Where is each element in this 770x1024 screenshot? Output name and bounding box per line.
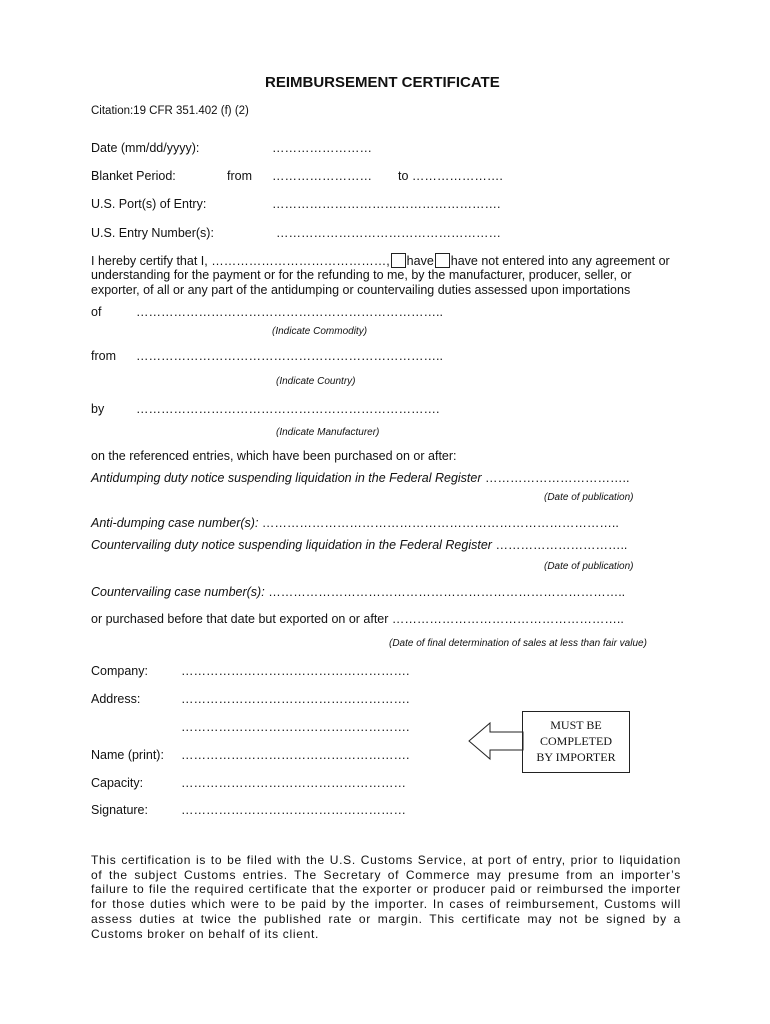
signature-label: Signature: xyxy=(91,803,148,817)
port-label: U.S. Port(s) of Entry: xyxy=(91,197,207,211)
certify-prefix: I hereby certify that I, ……………………………………, xyxy=(91,254,390,268)
port-field[interactable]: ………………………………………………. xyxy=(272,197,501,211)
address-field-2[interactable]: ………………………………………………. xyxy=(181,720,410,734)
ad-notice-label: Antidumping duty notice suspending liquidation in the Federal Register xyxy=(91,471,482,485)
callout-line-3: BY IMPORTER xyxy=(536,750,616,764)
left-arrow-icon xyxy=(468,721,524,761)
ad-notice-hint: (Date of publication) xyxy=(544,492,634,503)
footer-paragraph: This certification is to be filed with the U.S. Customs Service, at port of entry, prior to liquidation of the subject Customs entries. The Secretary of Commerce may presume from an importer’s failure to file the required certificate that the exporter or producer paid or reimbursed the importer for those duties which were to be paid by the importer. In cases of reimbursement, Customs will assess duties at twice the published rate or margin. This certificate may not be signed by a Customs broker on behalf of its client. xyxy=(91,853,681,941)
have-checkbox[interactable] xyxy=(391,253,406,268)
of-label: of xyxy=(91,305,102,319)
manufacturer-field[interactable]: ………………………………………………………………. xyxy=(136,402,440,416)
blanket-to-field[interactable]: to …………………. xyxy=(398,169,503,183)
cv-notice-label: Countervailing duty notice suspending liquidation in the Federal Register xyxy=(91,538,492,552)
cv-notice-hint: (Date of publication) xyxy=(544,561,634,572)
blanket-from-field[interactable]: …………………… xyxy=(272,169,372,183)
cv-case-field[interactable]: ………………………………………………………………………….. xyxy=(268,585,626,599)
referenced-entries-text: on the referenced entries, which have been purchased on or after: xyxy=(91,449,457,463)
date-label: Date (mm/dd/yyyy): xyxy=(91,141,200,155)
certify-line-1 xyxy=(91,253,670,268)
cv-notice-row xyxy=(91,538,627,552)
ad-notice-field[interactable]: …………………………….. xyxy=(485,471,630,485)
entry-numbers-label: U.S. Entry Number(s): xyxy=(91,226,214,240)
country-field[interactable]: ……………………………………………………………….. xyxy=(136,349,443,363)
signature-field[interactable]: ……………………………………………… xyxy=(181,803,406,817)
cv-notice-field[interactable]: ………………………….. xyxy=(495,538,628,552)
purchased-before-label: or purchased before that date but exported on or after xyxy=(91,612,389,626)
manufacturer-hint: (Indicate Manufacturer) xyxy=(276,427,380,438)
entry-numbers-field[interactable]: ……………………………………………… xyxy=(276,226,501,240)
callout-line-1: MUST BE xyxy=(550,718,602,732)
certify-line-3: exporter, of all or any part of the antidumping or countervailing duties assessed upon importations xyxy=(91,283,631,297)
from-label: from xyxy=(91,349,116,363)
address-field[interactable]: ………………………………………………. xyxy=(181,692,410,706)
cv-case-row xyxy=(91,585,625,599)
have-not-label: have not entered into any agreement or xyxy=(450,254,670,268)
page-title: REIMBURSEMENT CERTIFICATE xyxy=(265,74,500,91)
capacity-label: Capacity: xyxy=(91,776,144,790)
address-label: Address: xyxy=(91,692,141,706)
cv-case-label: Countervailing case number(s): xyxy=(91,585,265,599)
by-label: by xyxy=(91,402,105,416)
commodity-hint: (Indicate Commodity) xyxy=(272,326,368,337)
ad-case-label: Anti-dumping case number(s): xyxy=(91,516,259,530)
purchased-before-field[interactable]: ……………………………………………….. xyxy=(391,612,624,626)
blanket-from-label: from xyxy=(227,169,252,183)
callout-line-2: COMPLETED xyxy=(540,734,612,748)
company-field[interactable]: ………………………………………………. xyxy=(181,664,410,678)
ad-notice-row xyxy=(91,471,629,485)
capacity-field[interactable]: ……………………………………………… xyxy=(181,776,406,790)
blanket-period-label: Blanket Period: xyxy=(91,169,176,183)
name-field[interactable]: ………………………………………………. xyxy=(181,748,410,762)
must-be-completed-callout xyxy=(522,711,630,773)
citation: Citation:19 CFR 351.402 (f) (2) xyxy=(91,105,249,117)
purchased-before-row xyxy=(91,612,624,626)
name-label: Name (print): xyxy=(91,748,164,762)
commodity-field[interactable]: ……………………………………………………………….. xyxy=(136,305,443,319)
ad-case-field[interactable]: ………………………………………………………………………….. xyxy=(261,516,619,530)
have-label: have xyxy=(406,254,434,268)
certify-line-2: understanding for the payment or for the refunding to me, by the manufacturer, producer, seller, or xyxy=(91,268,632,282)
date-field[interactable]: …………………… xyxy=(272,141,372,155)
country-hint: (Indicate Country) xyxy=(276,376,356,387)
purchased-before-hint: (Date of final determination of sales at less than fair value) xyxy=(389,638,647,649)
have-not-checkbox[interactable] xyxy=(435,253,450,268)
ad-case-row xyxy=(91,516,619,530)
company-label: Company: xyxy=(91,664,148,678)
